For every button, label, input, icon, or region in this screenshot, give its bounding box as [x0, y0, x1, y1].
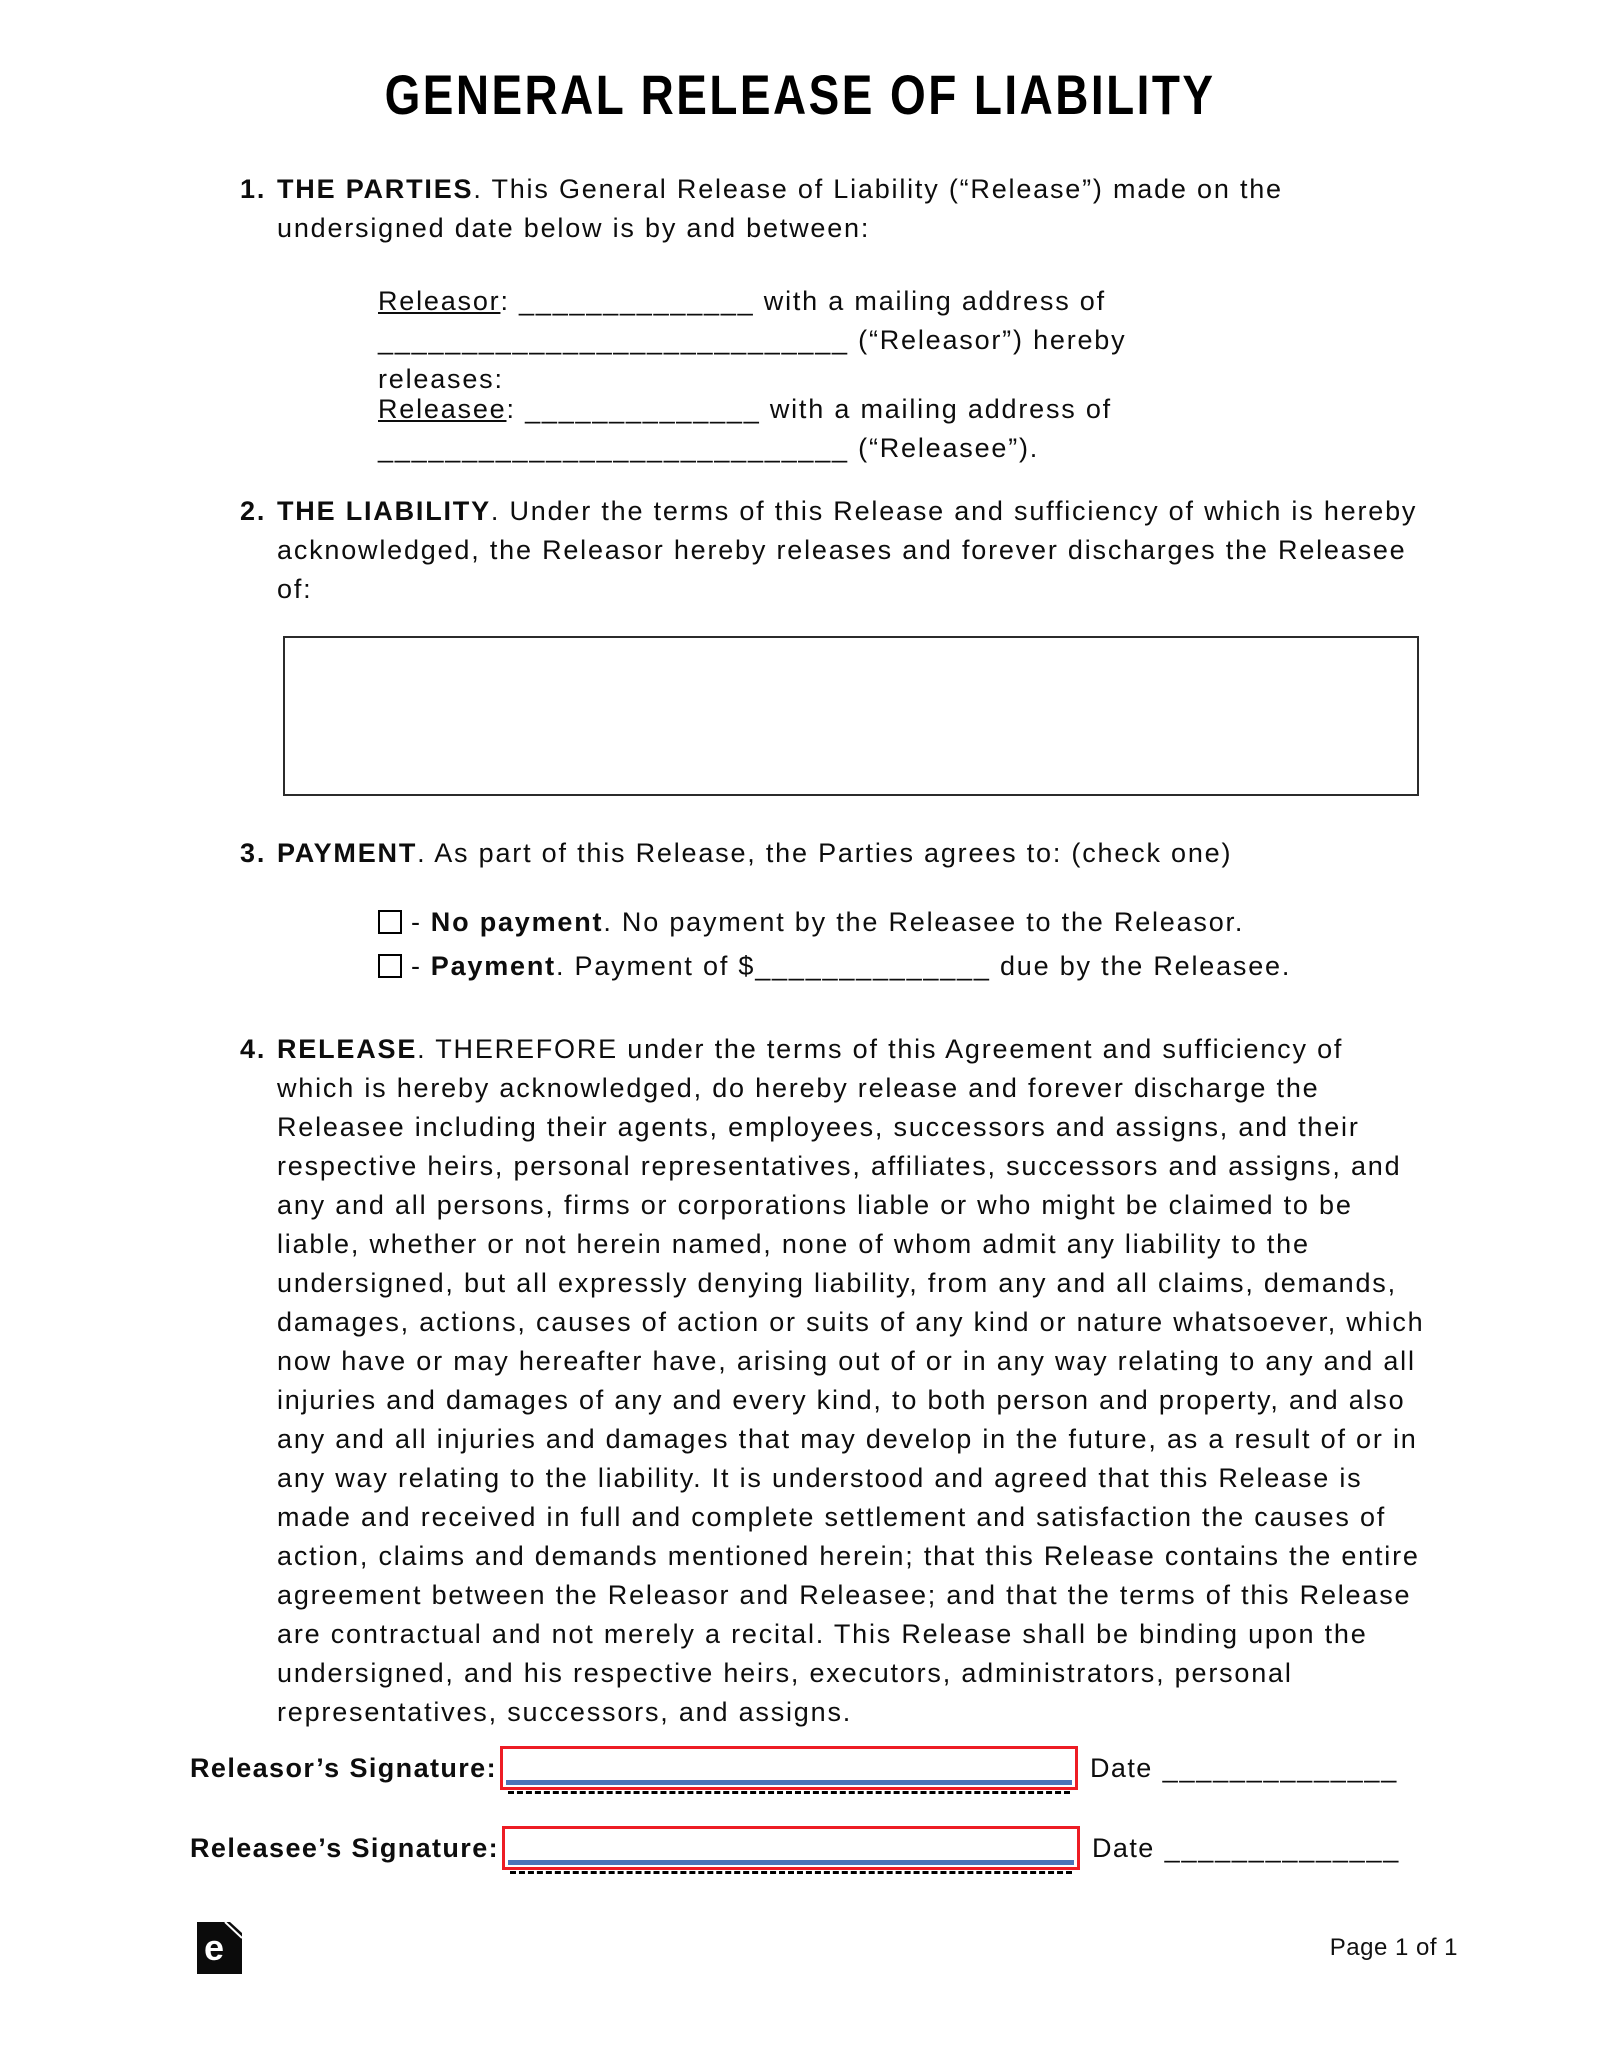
releasor-blank-text: : ______________ with a mailing address of ____________________________ (“Releasor”) hereby releases:	[378, 286, 1127, 394]
section-payment	[240, 834, 1425, 873]
releasee-clause	[378, 390, 1188, 468]
section-liability-label: THE LIABILITY	[277, 496, 491, 526]
releasee-signature-input[interactable]	[502, 1826, 1080, 1870]
section-liability	[240, 492, 1425, 609]
eforms-logo	[197, 1922, 242, 1974]
signature-underline	[506, 1780, 1072, 1785]
page-number: Page 1 of 1	[1329, 1934, 1458, 1961]
option-no-payment-label: No payment	[430, 907, 604, 937]
section-payment-label: PAYMENT	[277, 838, 418, 868]
payment-options	[378, 900, 1398, 988]
option-no-payment: - No payment. No payment by the Releasee to the Releasor.	[378, 900, 1398, 944]
option-payment: - Payment. Payment of $______________ due by the Releasee.	[378, 944, 1398, 988]
section-number: 2.	[240, 496, 267, 526]
releasor-label: Releasor	[378, 286, 501, 316]
releasee-date-label: Date	[1092, 1832, 1155, 1863]
releasor-date-label: Date	[1090, 1752, 1153, 1783]
separator: -	[411, 907, 422, 937]
liability-description-box[interactable]	[283, 636, 1419, 796]
releasor-signature-label: Releasor’s Signature:	[190, 1752, 497, 1783]
releasee-date-blank: ______________	[1164, 1832, 1401, 1863]
option-payment-label: Payment	[430, 951, 556, 981]
separator: -	[411, 951, 422, 981]
logo-letter: e	[204, 1927, 225, 1968]
section-payment-text: PAYMENT. As part of this Release, the Parties agrees to: (check one)	[277, 838, 1233, 868]
section-release	[240, 1030, 1425, 1732]
releasor-signature-row	[190, 1744, 1398, 1792]
section-number: 4.	[240, 1034, 267, 1064]
section-number: 1.	[240, 174, 267, 204]
no-payment-checkbox[interactable]	[378, 910, 402, 934]
releasee-signature-row	[190, 1824, 1400, 1872]
releasee-blank-text: : ______________ with a mailing address of ____________________________ (“Releasee”).	[378, 394, 1112, 463]
payment-checkbox[interactable]	[378, 954, 402, 978]
page-title: GENERAL RELEASE OF LIABILITY	[384, 63, 1216, 126]
releasor-signature-blank	[500, 1746, 1078, 1790]
signature-underline	[508, 1860, 1074, 1865]
section-release-label: RELEASE	[277, 1034, 418, 1064]
releasor-date-blank: ______________	[1162, 1752, 1399, 1783]
section-parties-label: THE PARTIES	[277, 174, 474, 204]
section-release-text: RELEASE. THEREFORE under the terms of this Agreement and sufficiency of which is hereby acknowledged, do hereby release and forever discharge the Releasee including their agents, employees, successors and assigns, and their respective heirs, personal representatives, affiliates, successors and assigns, and any and all persons, firms or corporations liable or who might be claimed to be liable, whether or not herein named, none of whom admit any liability to the undersigned, but all expressly denying liability, from any and all claims, demands, damages, actions, causes of action or suits of any kind or nature whatsoever, which now have or may hereafter have, arising out of or in any way relating to any and all injuries and damages of any and every kind, to both person and property, and also any and all injuries and damages that may develop in the future, as a result of or in any way relating to the liability. It is understood and agreed that this Release is made and received in full and complete settlement and satisfaction the causes of action, claims and demands mentioned herein; that this Release contains the entire agreement between the Releasor and Releasee; and that the terms of this Release are contractual and not merely a recital. This Release shall be binding upon the undersigned, and his respective heirs, executors, administrators, personal representatives, successors, and assigns.	[277, 1034, 1425, 1727]
section-parties	[240, 170, 1425, 248]
releasee-signature-blank	[502, 1826, 1080, 1870]
section-parties-text: THE PARTIES. This General Release of Liability (“Release”) made on the undersigned date below is by and between:	[277, 174, 1283, 243]
releasee-signature-label: Releasee’s Signature:	[190, 1832, 500, 1863]
releasee-label: Releasee	[378, 394, 507, 424]
releasor-clause	[378, 282, 1188, 399]
section-liability-text: THE LIABILITY. Under the terms of this Release and sufficiency of which is hereby acknowledged, the Releasor hereby releases and forever discharges the Releasee of:	[277, 496, 1418, 604]
section-number: 3.	[240, 838, 267, 868]
releasor-signature-input[interactable]	[500, 1746, 1078, 1790]
